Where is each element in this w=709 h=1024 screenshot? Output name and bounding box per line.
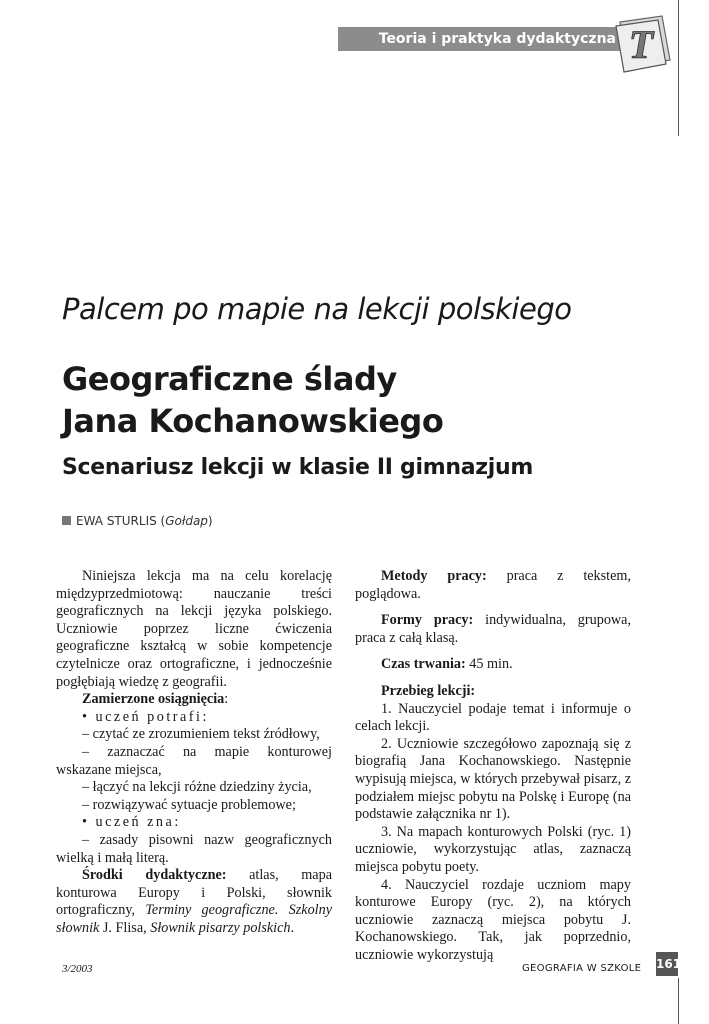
section-logo-icon	[612, 12, 674, 76]
methods-label: Metody pracy:	[381, 568, 487, 584]
intro-paragraph: Niniejsza lekcja ma na celu korelację międzyprzedmiotową: nauczanie treści geograficznych na lekcji języka polskiego. Uczniowie poprzez liczne ćwiczenia geograficzne kształcą w sobie kompetencje czytelnicze oraz ortograficzne, i jednocześnie pogłębiają wiedzę z geografii.	[56, 568, 332, 690]
author-place: Gołdap	[165, 514, 208, 528]
skill-item: – zaznaczać na mapie konturowej wskazane miejsca,	[56, 743, 332, 778]
page-number: 161	[656, 952, 678, 976]
margin-rule	[678, 0, 679, 136]
author-name: EWA STURLIS	[76, 514, 157, 528]
title-line-2: Jana Kochanowskiego	[62, 402, 444, 440]
time-paragraph: Czas trwania: 45 min.	[381, 656, 513, 673]
achievements-label: Zamierzone osiągnięcia	[82, 691, 225, 708]
article-subtitle: Scenariusz lekcji w klasie II gimnazjum	[62, 455, 534, 480]
article-title	[62, 358, 682, 442]
author-line: EWA STURLIS (Gołdap)	[62, 514, 213, 528]
margin-rule-bottom	[678, 978, 679, 1024]
knowledge-item: – zasady pisowni nazw geograficznych wielką i małą literą.	[56, 831, 332, 866]
bullet-skills: • uczeń potrafi:	[82, 708, 209, 725]
methods-paragraph: Metody pracy: praca z tekstem, poglądowa.	[355, 568, 631, 602]
achievements-heading: Zamierzone osiągnięcia:	[82, 691, 229, 708]
lesson-step: 3. Na mapach konturowych Polski (ryc. 1) uczniowie, wykorzystując atlas, zaznaczą miejsca pobytu poety.	[355, 823, 631, 875]
forms-label: Formy pracy:	[381, 612, 474, 629]
left-column	[56, 568, 332, 937]
title-line-1: Geograficzne ślady	[62, 360, 397, 398]
bullet-knowledge: • uczeń zna:	[82, 814, 181, 831]
issue-number: 3/2003	[62, 963, 93, 975]
right-column	[355, 568, 631, 964]
time-label: Czas trwania:	[381, 656, 466, 673]
article-kicker: Palcem po mapie na lekcji polskiego	[62, 292, 572, 326]
means-label: Środki dydaktyczne:	[82, 867, 227, 884]
section-header: Teoria i praktyka dydaktyczna	[338, 27, 634, 51]
means-paragraph: Środki dydaktyczne: atlas, mapa konturowa Europy i Polski, słownik ortograficzny, Terminy geograficzne. Szkolny słownik J. Flisa, Słownik pisarzy polskich.	[56, 867, 332, 936]
skill-item: – rozwiązywać sytuacje problemowe;	[82, 796, 296, 813]
skill-item: – łączyć na lekcji różne dziedziny życia,	[82, 779, 312, 796]
journal-name: GEOGRAFIA W SZKOLE	[522, 963, 642, 974]
skill-item: – czytać ze zrozumieniem tekst źródłowy,	[82, 726, 320, 743]
lesson-step: 1. Nauczyciel podaje temat i informuje o celach lekcji.	[355, 700, 631, 735]
author-square-icon	[62, 516, 71, 525]
forms-paragraph: Formy pracy: indywidualna, grupowa, praca z całą klasą.	[355, 612, 632, 646]
lesson-step: 2. Uczniowie szczegółowo zapoznają się z biografią Jana Kochanowskiego. Następnie wypisują miejsca, w których przebywał pisarz, z podziałem miejsc pobytu na Polskę i Europę (na podstawie załącznika nr 1).	[355, 735, 631, 823]
logo-letter: T	[628, 22, 654, 67]
lesson-step: 4. Nauczyciel rozdaje uczniom mapy konturowe Europy (ryc. 2), na których uczniowie zaznaczą miejsca pobytu J. Kochanowskiego. Tak, jak poprzednio, uczniowie wykorzystują	[355, 876, 631, 963]
course-heading	[355, 683, 631, 701]
course-label: Przebieg lekcji:	[381, 682, 476, 699]
